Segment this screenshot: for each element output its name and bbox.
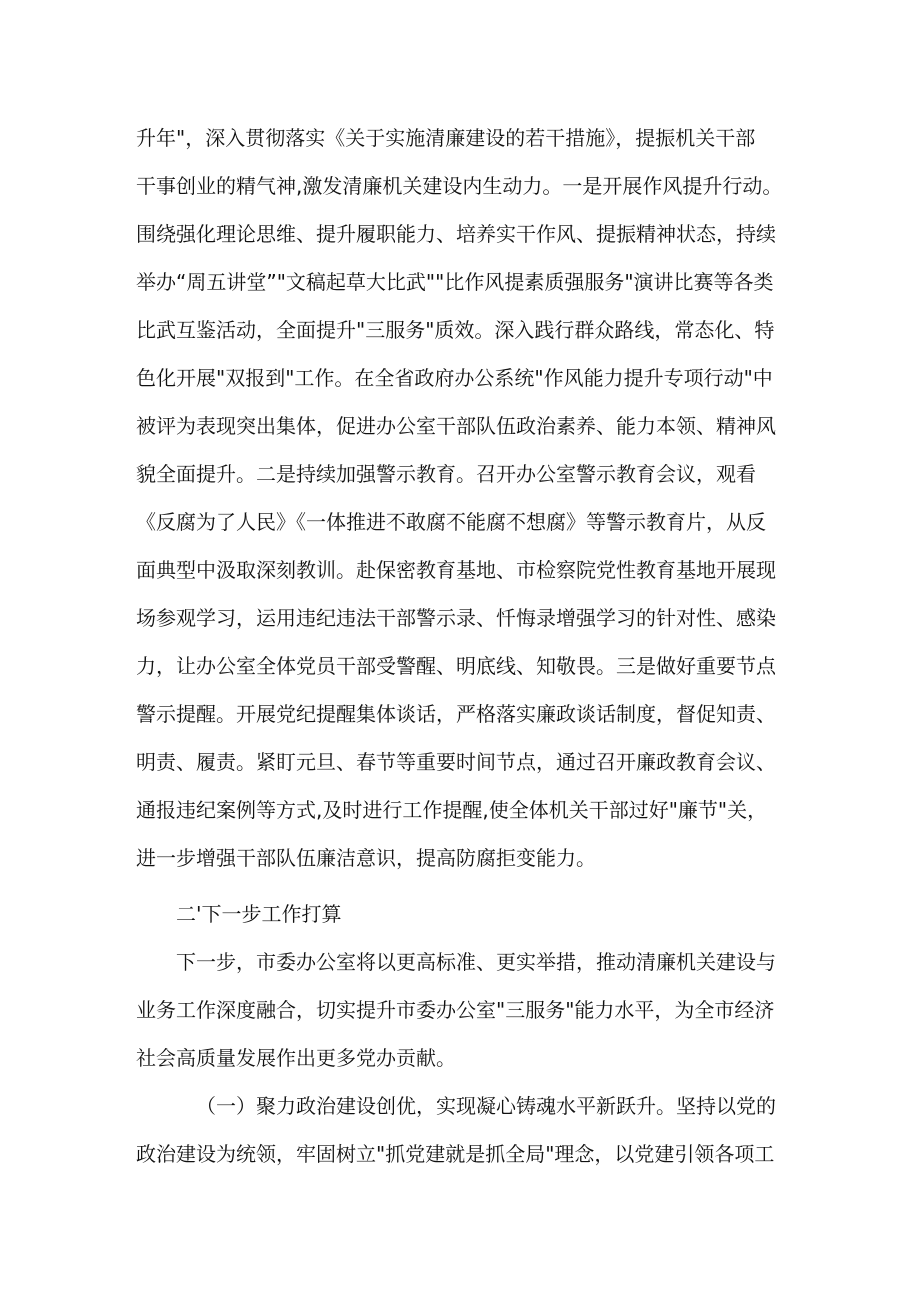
text-line-7: 被评为表现突出集体，促进办公室干部队伍政治素养、能力本领、精神风 bbox=[136, 414, 776, 438]
text-line-3: 围绕强化理论思维、提升履职能力、培养实干作风、提振精神状态，持续 bbox=[136, 222, 776, 246]
text-line-18: 下一步，市委办公室将以更高标准、更实举措，推动清廉机关建设与 bbox=[176, 950, 776, 974]
text-line-15: 通报违纪案例等方式,及时进行工作提醒,使全体机关干部过好"廉节"关， bbox=[136, 798, 768, 822]
subsection-heading: （一）聚力政治建设创优，实现凝心铸魂水平新跃升。坚持以党的 bbox=[196, 1094, 776, 1118]
text-line-9: 《反腐为了人民》《一体推进不敢腐不能腐不想腐》等警示教育片，从反 bbox=[136, 510, 766, 534]
text-line-10: 面典型中汲取深刻教训。赴保密教育基地、市检察院党性教育基地开展现 bbox=[136, 558, 776, 582]
text-line-4: 举办“周五讲堂”"文稿起草大比武""比作风提素质强服务"演讲比赛等各类 bbox=[136, 270, 774, 294]
text-line-8: 貌全面提升。二是持续加强警示教育。召开办公室警示教育会议，观看 bbox=[136, 462, 756, 486]
text-line-14: 明责、履责。紧盯元旦、春节等重要时间节点，通过召开廉政教育会议、 bbox=[136, 750, 776, 774]
text-line-19: 业务工作深度融合，切实提升市委办公室"三服务"能力水平，为全市经济 bbox=[136, 998, 775, 1022]
text-line-12: 力，让办公室全体党员干部受警醒、明底线、知敬畏。三是做好重要节点 bbox=[136, 654, 776, 678]
text-line-5: 比武互鉴活动，全面提升"三服务"质效。深入践行群众路线，常态化、特 bbox=[136, 318, 775, 342]
text-line-16: 进一步增强干部队伍廉洁意识，提高防腐拒变能力。 bbox=[136, 846, 596, 870]
text-line-11: 场参观学习，运用违纪违法干部警示录、忏悔录增强学习的针对性、感染 bbox=[136, 606, 776, 630]
text-line-20: 社会高质量发展作出更多党办贡献。 bbox=[136, 1046, 456, 1070]
text-line-6: 色化开展"双报到"工作。在全省政府办公系统"作风能力提升专项行动"中 bbox=[136, 366, 773, 390]
text-line-13: 警示提醒。开展党纪提醒集体谈话，严格落实廉政谈话制度，督促知责、 bbox=[136, 702, 776, 726]
text-line-2: 干事创业的精气神,激发清廉机关建设内生动力。一是开展作风提升行动。 bbox=[136, 174, 783, 198]
text-line-1: 升年"，深入贯彻落实《关于实施清廉建设的若干措施》，提振机关干部 bbox=[136, 126, 756, 150]
text-line-22: 政治建设为统领，牢固树立"抓党建就是抓全局"理念，以党建引领各项工 bbox=[136, 1142, 775, 1166]
section-heading: 二'下一步工作打算 bbox=[176, 902, 342, 926]
